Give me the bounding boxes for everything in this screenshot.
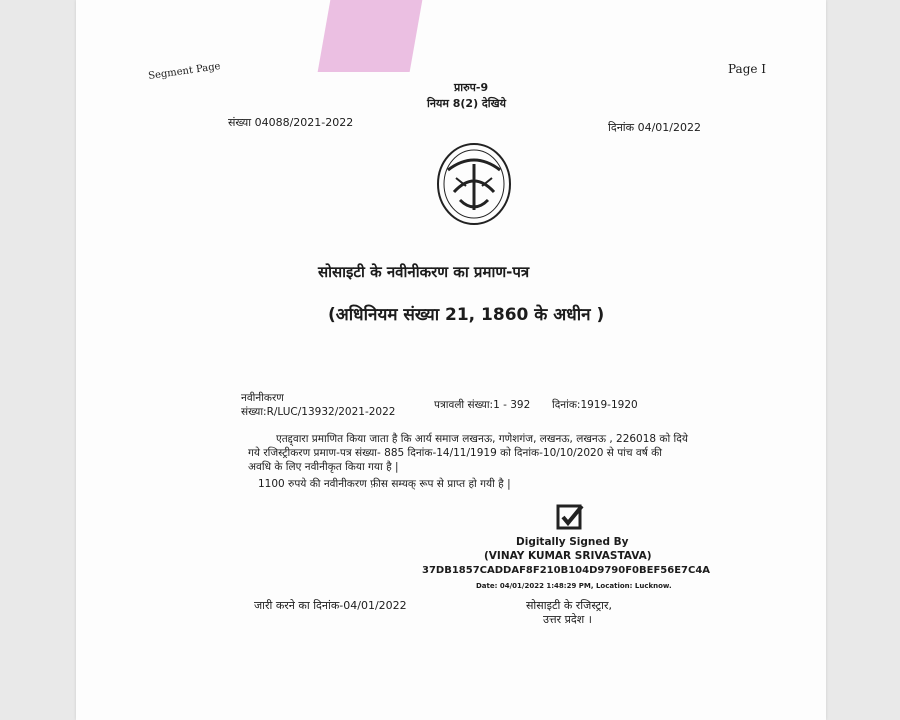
registrar-state: उत्तर प्रदेश ।	[543, 613, 592, 626]
file-date: दिनांक:1919-1920	[552, 399, 638, 411]
registrar-office: सोसाइटी के रजिस्ट्रार,	[526, 599, 612, 612]
body-line-4: 1100 रुपये की नवीनीकरण फ़ीस सम्यक् रूप से प्राप्त हो गयी है |	[258, 478, 511, 490]
renewal-number: संख्या:R/LUC/13932/2021-2022	[241, 406, 396, 418]
file-number: पत्रावली संख्या:1 - 392	[434, 399, 531, 411]
pink-stamp-mark	[318, 0, 423, 72]
form-title: प्रारुप-9	[454, 81, 489, 94]
signature-check-icon	[556, 503, 584, 531]
page-label: Page I	[728, 62, 767, 76]
body-line-3: अवधि के लिए नवीनीकृत किया गया है |	[248, 461, 399, 473]
signature-date-location: Date: 04/01/2022 1:48:29 PM, Location: Lucknow.	[476, 582, 672, 590]
state-emblem-icon	[434, 140, 514, 228]
signature-status: Digitally Signed By	[516, 536, 629, 548]
issue-date-footer: जारी करने का दिनांक-04/01/2022	[254, 599, 407, 612]
signer-name: (VINAY KUMAR SRIVASTAVA)	[484, 550, 652, 562]
certificate-title: सोसाइटी के नवीनीकरण का प्रमाण-पत्र	[318, 263, 530, 281]
form-rule: नियम 8(2) देखिये	[427, 97, 507, 110]
renewal-label: नवीनीकरण	[241, 392, 284, 404]
document-page	[76, 0, 826, 720]
body-line-2: गये रजिस्ट्रीकरण प्रमाण-पत्र संख्या- 885 दिनांक-14/11/1919 को दिनांक-10/10/2020 से पांच वर्ष की	[248, 447, 662, 459]
signature-hash: 37DB1857CADDAF8F210B104D9790F0BEF56E7C4A	[422, 565, 711, 576]
certificate-subtitle: (अधिनियम संख्या 21, 1860 के अधीन )	[328, 305, 605, 325]
body-line-1: एतद्द्वारा प्रमाणित किया जाता है कि आर्य समाज लखनऊ, गणेशगंज, लखनऊ, लखनऊ , 226018 को दिये	[276, 433, 688, 445]
reference-number: संख्या 04088/2021-2022	[228, 116, 354, 129]
top-left-note: Segment Page	[147, 60, 222, 83]
issue-date-top: दिनांक 04/01/2022	[608, 121, 701, 134]
